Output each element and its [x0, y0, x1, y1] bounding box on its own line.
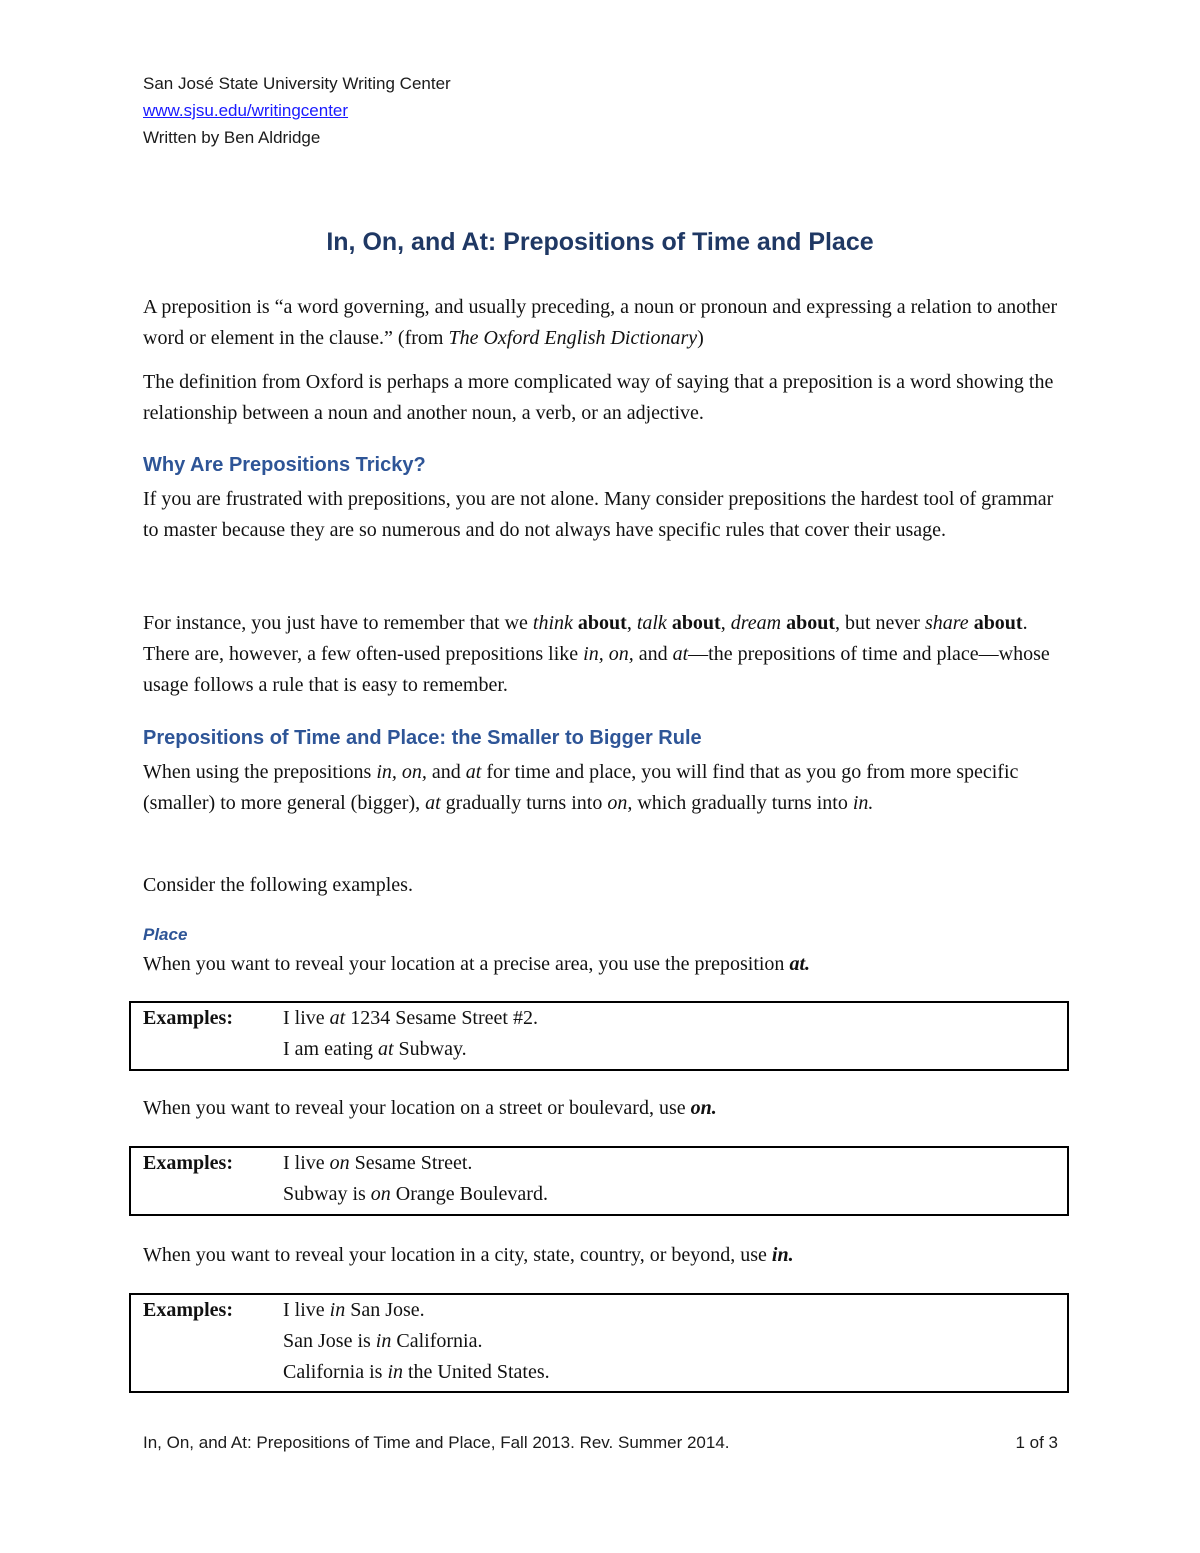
page-footer: [143, 1433, 1058, 1453]
prep-in-on: in, on,: [376, 761, 427, 783]
prep-at: at: [329, 1007, 346, 1029]
example-line: [283, 1330, 482, 1353]
rule-paragraph: [143, 757, 1063, 819]
text-span: When you want to reveal your location at a precise area, you use the preposition: [143, 953, 790, 975]
text-span: gradually turns into: [440, 792, 608, 814]
text-span: When using the prepositions: [143, 761, 377, 783]
writing-center-link[interactable]: www.sjsu.edu/writingcenter: [143, 101, 349, 120]
prep-in: in: [387, 1361, 403, 1383]
place-at-intro: [143, 949, 1063, 980]
verb-share: share: [924, 612, 969, 634]
header-org: San José State University Writing Center: [143, 74, 451, 93]
text-span: for time and place, you will find that as you go from more specific (smaller) to more general (bigger),: [143, 761, 1019, 814]
prep-in: in.: [771, 1244, 794, 1266]
verb-dream: dream: [730, 612, 782, 634]
text-span: Sesame Street.: [349, 1152, 473, 1174]
tricky-example-paragraph: [143, 608, 1063, 701]
intro-source: The Oxford English Dictionary: [448, 327, 698, 349]
text-span: San Jose.: [345, 1299, 425, 1321]
consider-examples: Consider the following examples.: [143, 874, 413, 896]
examples-box-at: [129, 1001, 1069, 1071]
text-span: —the prepositions of time and place—whose usage follows a rule that is easy to remember.: [143, 643, 1050, 696]
examples-box-in: [129, 1293, 1069, 1393]
prep-on: on: [329, 1152, 350, 1174]
text-span: ,: [626, 612, 637, 634]
prep-in: in: [375, 1330, 392, 1352]
prep-about: about: [786, 612, 835, 634]
header-url[interactable]: [143, 101, 348, 121]
intro-explanation: The definition from Oxford is perhaps a more complicated way of saying that a preposition is a word showing the relationship between a noun and another noun, a verb, or an adjective.: [143, 371, 1054, 424]
text-span: California is: [283, 1361, 388, 1383]
prep-in-on: in, on,: [583, 643, 634, 665]
prep-at: at: [465, 761, 482, 783]
text-span: Subway is: [283, 1183, 371, 1205]
text-span: I live: [283, 1007, 330, 1029]
prep-at: at: [377, 1038, 394, 1060]
header-author: Written by Ben Aldridge: [143, 128, 321, 147]
text-span: When you want to reveal your location in a city, state, country, or beyond, use: [143, 1244, 772, 1266]
page-number: 1 of 3: [1015, 1433, 1058, 1452]
prep-at: at.: [789, 953, 810, 975]
examples-label: Examples:: [143, 1152, 233, 1174]
prep-about: about: [577, 612, 627, 634]
example-line: [283, 1183, 548, 1206]
text-span: , but never: [835, 612, 925, 634]
prep-in: in.: [852, 792, 874, 814]
intro-definition: [143, 292, 1063, 354]
examples-label: Examples:: [143, 1299, 233, 1321]
example-line: [283, 1152, 472, 1175]
text-span: Subway.: [393, 1038, 467, 1060]
example-line: [283, 1299, 425, 1322]
heading-why-tricky: Why Are Prepositions Tricky?: [143, 454, 426, 476]
place-in-intro: [143, 1240, 1063, 1271]
text-span: . There are, however, a few often-used prepositions like: [143, 612, 1028, 665]
prep-on: on: [370, 1183, 391, 1205]
text-span: I live: [283, 1152, 330, 1174]
heading-smaller-bigger-rule: Prepositions of Time and Place: the Smaller to Bigger Rule: [143, 727, 702, 749]
prep-at: at: [425, 792, 441, 814]
intro-close: ): [697, 327, 704, 349]
text-span: For instance, you just have to remember that we: [143, 612, 533, 634]
text-span: When you want to reveal your location on a street or boulevard, use: [143, 1097, 691, 1119]
text-span: and: [633, 643, 673, 665]
text-span: ,: [720, 612, 731, 634]
verb-talk: talk: [636, 612, 667, 634]
heading-place: Place: [143, 925, 188, 944]
text-span: and: [426, 761, 466, 783]
intro-text: A preposition is “a word governing, and usually preceding, a noun or pronoun and expressing a relation to another word or element in the clause.” (from: [143, 296, 1058, 349]
tricky-paragraph: If you are frustrated with prepositions, you are not alone. Many consider prepositions the hardest tool of grammar to master because they are so numerous and do not always have specific rules that cover their usage.: [143, 488, 1054, 541]
text-span: which gradually turns into: [632, 792, 853, 814]
prep-in: in: [329, 1299, 346, 1321]
footer-text: In, On, and At: Prepositions of Time and Place, Fall 2013. Rev. Summer 2014.: [143, 1433, 730, 1452]
examples-label: Examples:: [143, 1007, 233, 1029]
text-span: I live: [283, 1299, 330, 1321]
verb-think: think: [532, 612, 573, 634]
examples-box-on: [129, 1146, 1069, 1216]
example-line: [283, 1361, 550, 1384]
prep-on: on,: [607, 792, 633, 814]
prep-on: on.: [690, 1097, 717, 1119]
text-span: Orange Boulevard.: [390, 1183, 548, 1205]
place-on-intro: [143, 1093, 1063, 1124]
example-line: [283, 1038, 467, 1061]
prep-about: about: [671, 612, 721, 634]
example-line: [283, 1007, 538, 1030]
page-title: In, On, and At: Prepositions of Time and Place: [326, 228, 874, 256]
prep-at: at: [672, 643, 689, 665]
prep-about: about: [973, 612, 1023, 634]
text-span: 1234 Sesame Street #2.: [345, 1007, 538, 1029]
text-span: I am eating: [283, 1038, 378, 1060]
text-span: the United States.: [403, 1361, 550, 1383]
text-span: California.: [391, 1330, 483, 1352]
text-span: San Jose is: [283, 1330, 376, 1352]
